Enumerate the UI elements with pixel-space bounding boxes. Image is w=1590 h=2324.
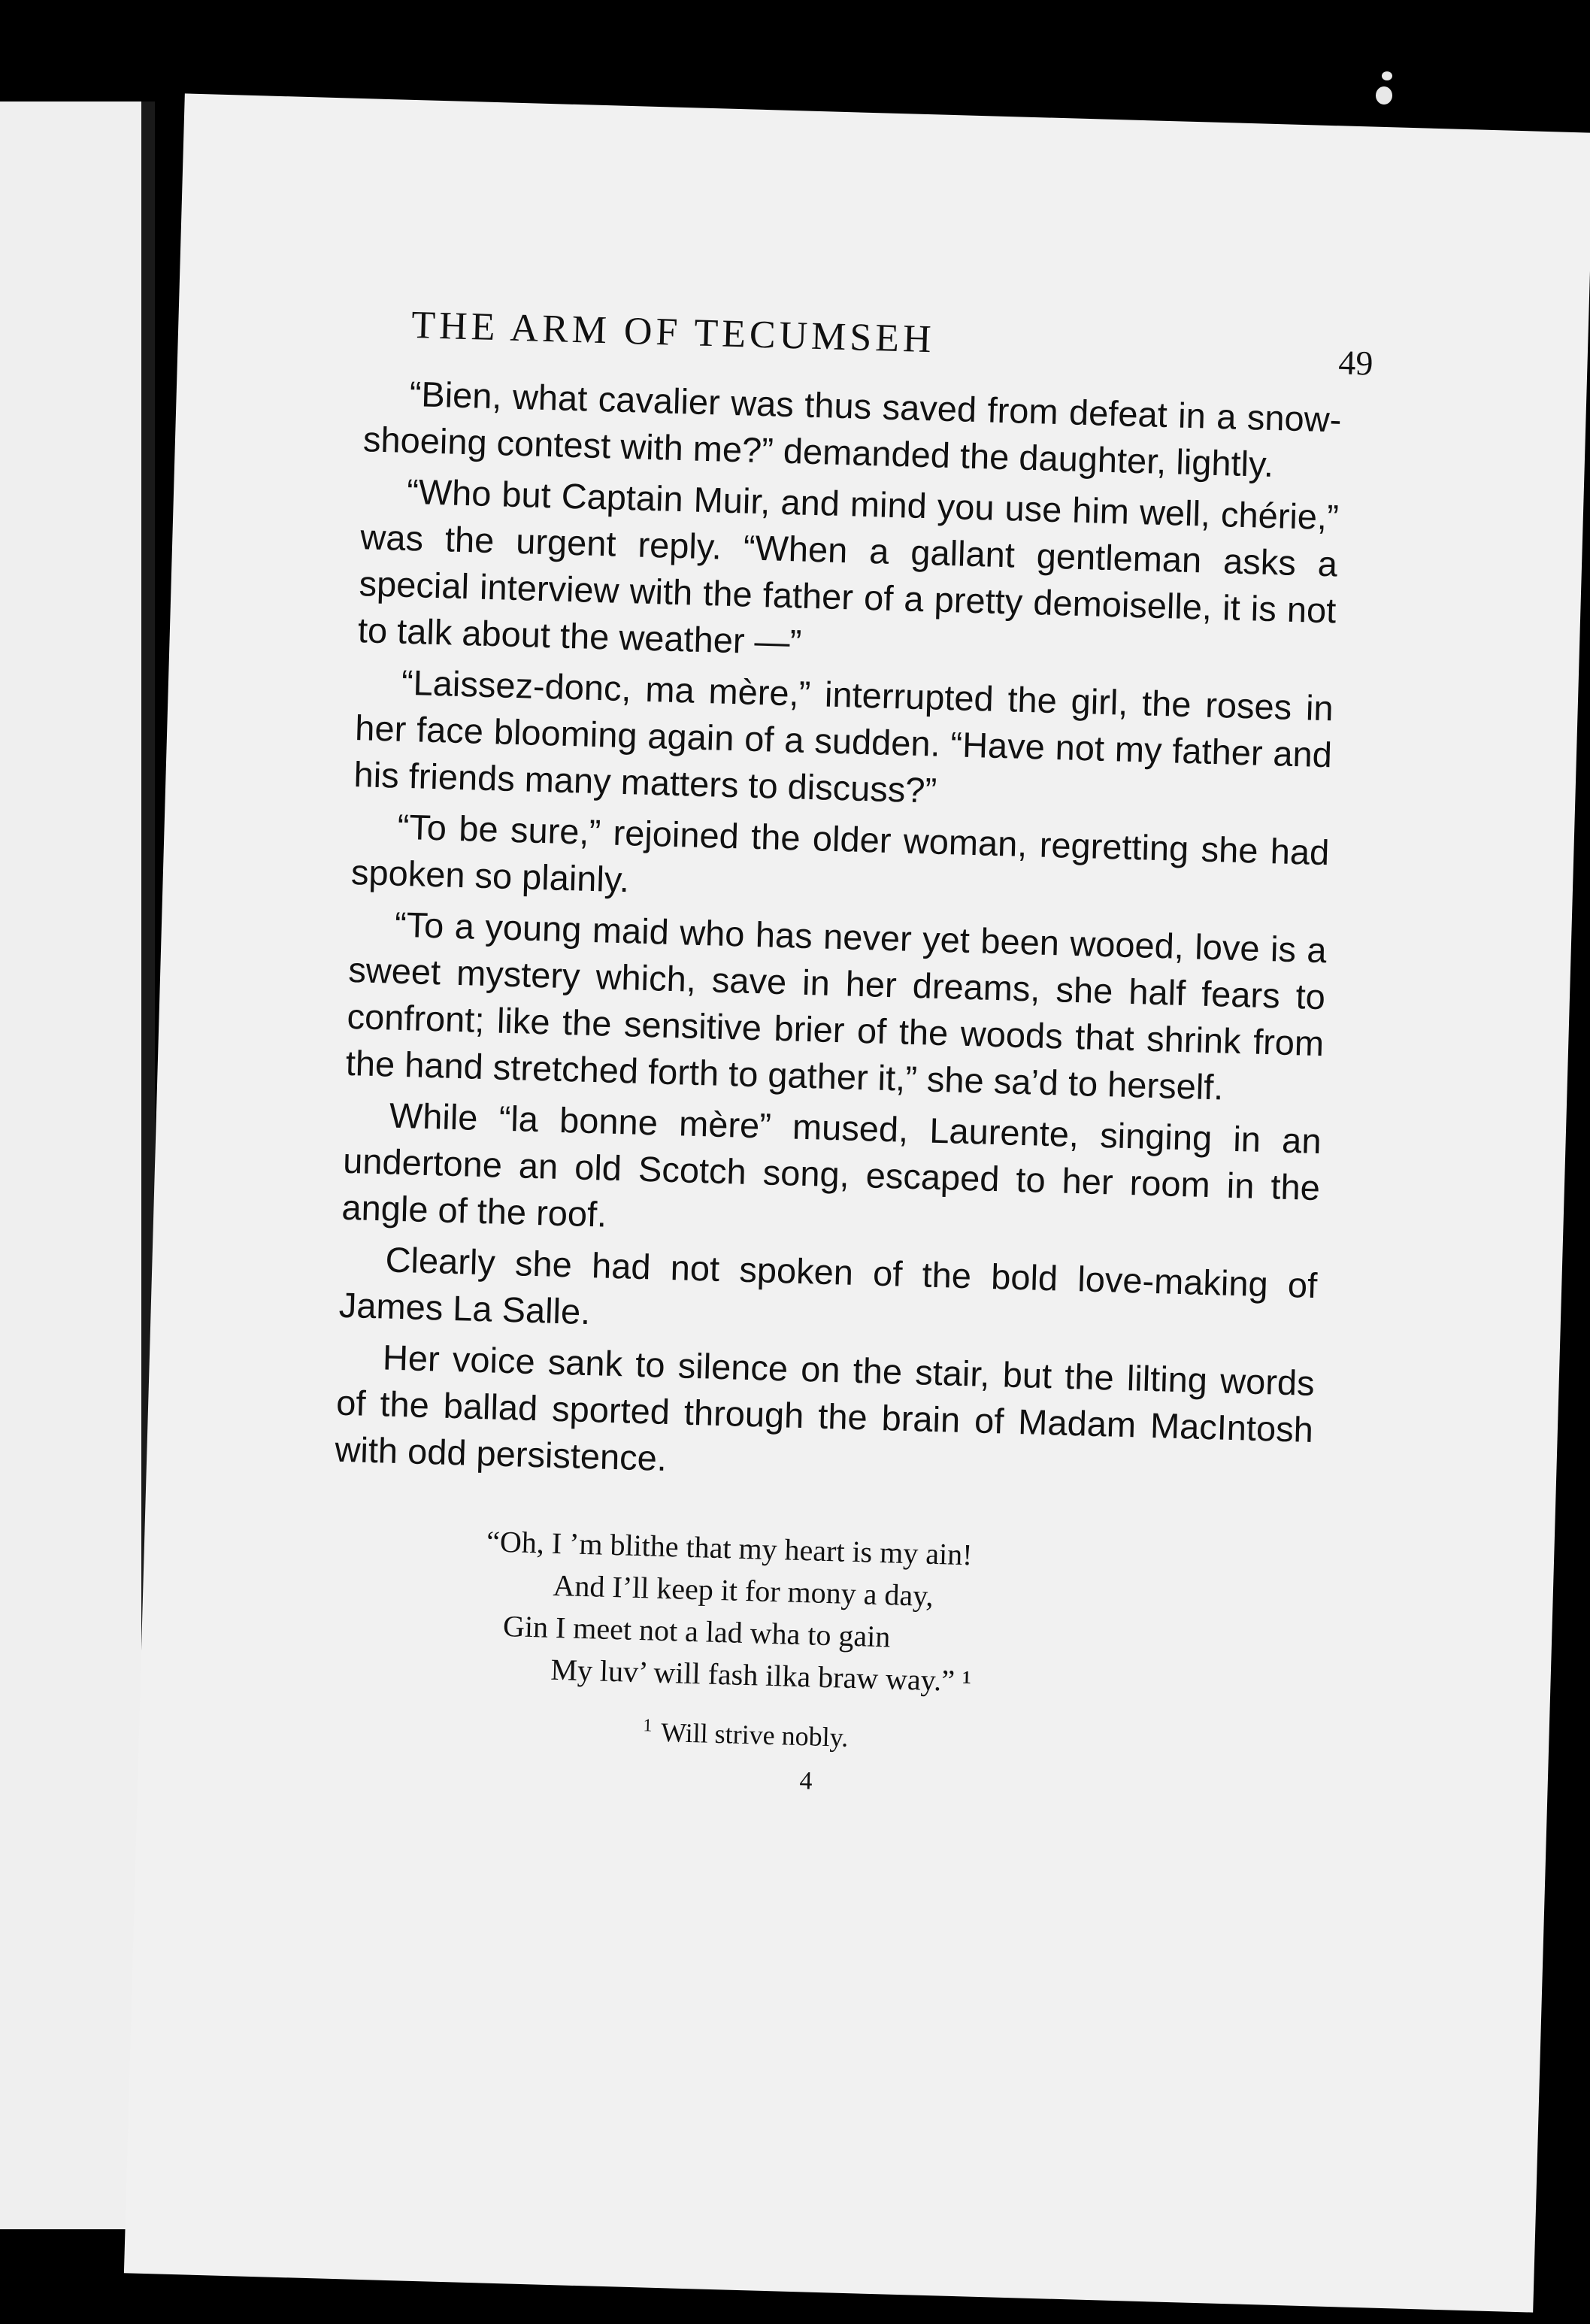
page-content [326,301,1374,1810]
footnote-text: Will strive nobly. [660,1716,849,1753]
paragraph: Her voice sank to silence on the stair, but the lilting words of the ballad sported through the brain of Madam MacIntosh with odd persistence. [334,1337,1316,1478]
paragraph: “Bien, what cavalier was thus saved from defeat in a snow-shoeing contest with me?” demanded the daughter, lightly. [362,373,1343,485]
scan-speck [1376,86,1392,105]
paragraph: “To a young maid who has never yet been wooed, love is a sweet mystery which, save in her dreams, she half fears to confront; like the sensitive brier of the woods that shrink from the hand stretched forth to gather it,” she sa’d to herself. [345,904,1328,1107]
paragraph: Clearly she had not spoken of the bold love-making of James La Salle. [338,1239,1318,1332]
paragraph: While “la bonne mère” mused, Laurente, singing in an undertone an old Scotch song, escaped to her room in the angle of the roof. [341,1095,1322,1235]
verse-line: Gin I meet not a lad wha to gain [502,1609,891,1654]
book-page [124,93,1590,2312]
footnote [643,1716,1305,1766]
verse-block [483,1520,1310,1711]
signature-mark: 4 [798,1767,813,1795]
verse-line: And I’ll keep it for mony a day, [553,1568,934,1613]
scan-speck [1382,71,1392,80]
paragraph: “Who but Captain Muir, and mind you use him well, chérie,” was the urgent reply. “When a gallant gentleman asks a special interview with the father of a pretty demoiselle, it is not to talk about the weather —” [357,471,1340,662]
footnote-marker: 1 [643,1716,653,1736]
verse-line: “Oh, I ’m blithe that my heart is my ain! [486,1524,974,1572]
paragraph: “To be sure,” rejoined the older woman, regretting she had spoken so plainly. [350,806,1331,900]
running-title: THE ARM OF TECUMSEH [410,303,936,362]
verse-line: My luv’ will fash ilka braw way.” ¹ [550,1652,972,1698]
page-number: 49 [1337,343,1374,383]
facing-page-edge [0,102,143,2229]
paragraph: “Laissez-donc, ma mère,” interrupted the girl, the roses in her face blooming again of a sudden. “Have not my father and his friends many matters to discuss?” [353,662,1334,811]
